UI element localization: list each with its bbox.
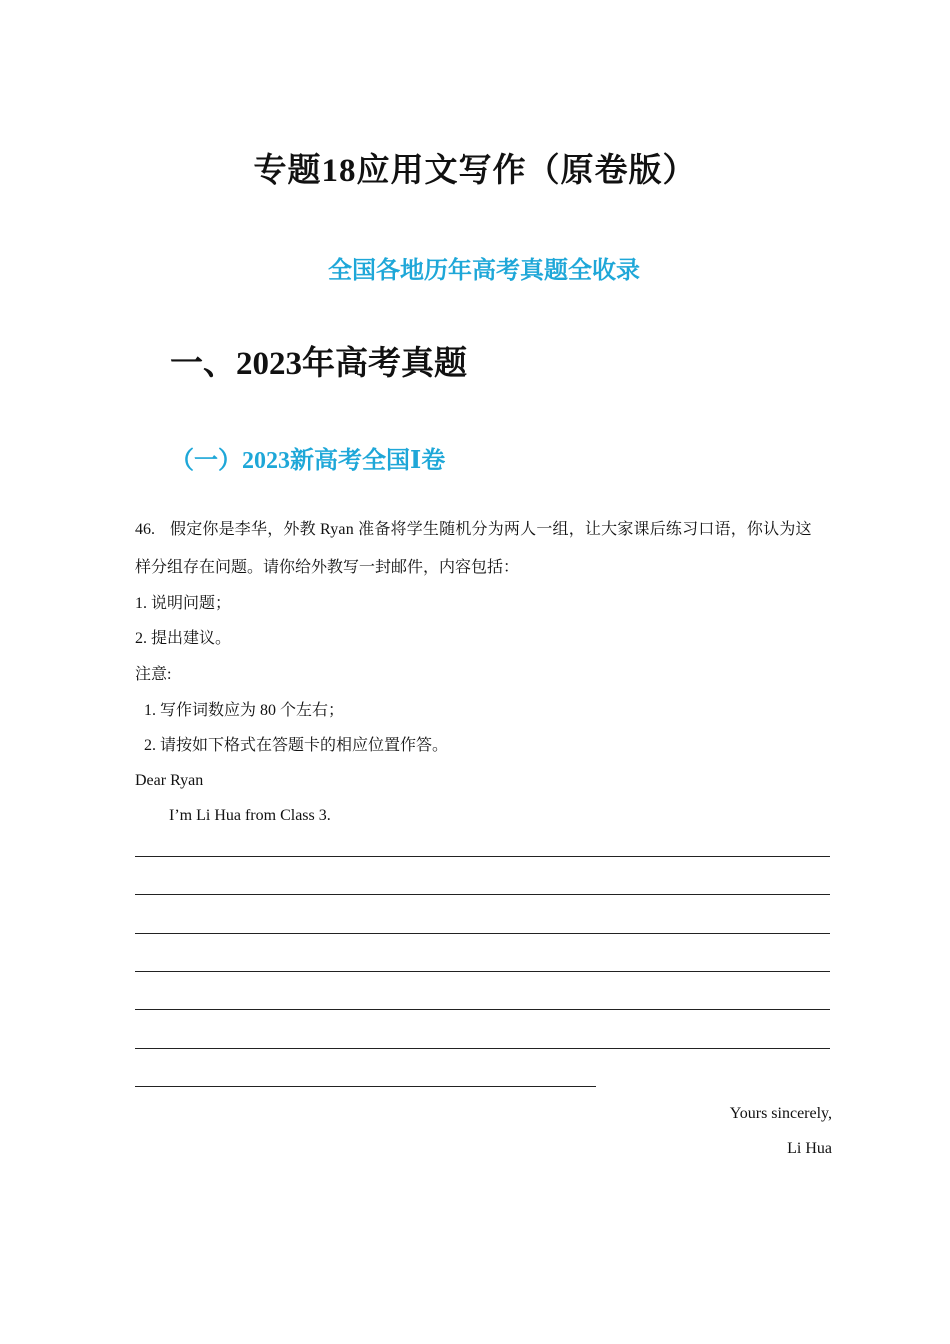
note-2: 2. 请按如下格式在答题卡的相应位置作答。	[144, 737, 449, 754]
content-point-1: 1. 说明问题；	[135, 595, 232, 612]
sub-heading: （一）2023新高考全国Ⅰ卷	[170, 448, 446, 474]
letter-opening: I’m Li Hua from Class 3.	[169, 807, 331, 824]
document-title: 专题18应用文写作（原卷版）	[253, 153, 697, 189]
answer-line	[135, 856, 830, 857]
letter-salutation: Dear Ryan	[135, 772, 204, 789]
question-number: 46.	[135, 521, 155, 538]
question-prompt-line1: 假定你是李华，外教 Ryan 准备将学生随机分为两人一组，让大家课后练习口语，你认为这	[170, 521, 812, 538]
answer-line	[135, 971, 830, 972]
letter-signature: Li Hua	[787, 1140, 832, 1157]
note-1: 1. 写作词数应为 80 个左右；	[144, 702, 345, 719]
document-subtitle: 全国各地历年高考真题全收录	[328, 258, 640, 284]
answer-line	[135, 1009, 830, 1010]
answer-line	[135, 1048, 830, 1049]
answer-line	[135, 933, 830, 934]
section-heading: 一、2023年高考真题	[170, 346, 467, 382]
answer-line	[135, 1086, 596, 1087]
notes-label: 注意:	[135, 666, 172, 683]
question-prompt-line2: 样分组存在问题。请你给外教写一封邮件，内容包括：	[135, 559, 520, 576]
letter-closing: Yours sincerely,	[729, 1105, 832, 1122]
answer-line	[135, 894, 830, 895]
content-point-2: 2. 提出建议。	[135, 630, 232, 647]
